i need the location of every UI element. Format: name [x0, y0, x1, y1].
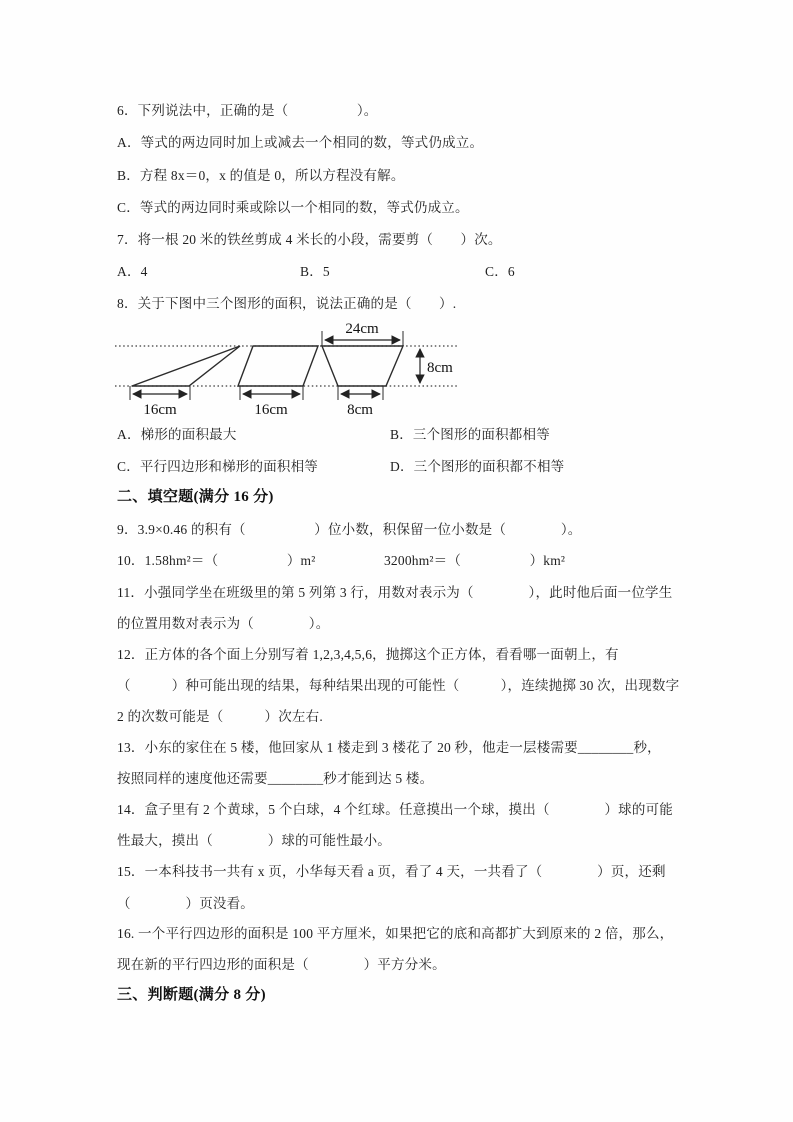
- question-16-line1: 16. 一个平行四边形的面积是 100 平方厘米，如果把它的底和高都扩大到原来的 2 倍，那么，: [117, 926, 674, 941]
- question-12-line1: 12．正方体的各个面上分别写着 1,2,3,4,5,6，抛掷这个正方体，看看哪一面朝上，有: [117, 647, 619, 662]
- question-8-option-b: B．三个图形的面积都相等: [390, 427, 550, 442]
- height-label: 8cm: [427, 360, 453, 376]
- parallelogram-base-label: 16cm: [254, 402, 288, 418]
- question-16-line2: 现在新的平行四边形的面积是（ ）平方分米。: [117, 957, 446, 972]
- question-9-line1: 9．3.9×0.46 的积有（ ）位小数，积保留一位小数是（ ）。: [117, 522, 582, 537]
- question-8-stem: 8．关于下图中三个图形的面积，说法正确的是（ ）.: [117, 296, 457, 311]
- question-11-line2: 的位置用数对表示为（ ）。: [117, 616, 330, 631]
- question-12-line2: （ ）种可能出现的结果，每种结果出现的可能性（ ），连续抛掷 30 次，出现数字: [117, 678, 680, 693]
- question-8-option-a: A．梯形的面积最大: [117, 427, 237, 442]
- question-11-line1: 11．小强同学坐在班级里的第 5 列第 3 行，用数对表示为（ ），此时他后面一位学生: [117, 585, 673, 600]
- trapezoid-top-label: 24cm: [345, 321, 379, 337]
- question-13-line1: 13．小东的家住在 5 楼，他回家从 1 楼走到 3 楼花了 20 秒，他走一层楼需要________秒，: [117, 740, 661, 755]
- question-7-option-b: B．5: [300, 264, 330, 279]
- trapezoid-bottom-label: 8cm: [347, 402, 373, 418]
- triangle-shape: [132, 346, 240, 386]
- section-fill-blank-header: 二、填空题(满分 16 分): [117, 489, 274, 505]
- question-8-figure: [110, 315, 465, 421]
- question-12-line3: 2 的次数可能是（ ）次左右.: [117, 709, 323, 724]
- question-7-option-a: A．4: [117, 264, 148, 279]
- trapezoid-shape: [322, 346, 403, 386]
- question-15-line1: 15．一本科技书一共有 x 页，小华每天看 a 页，看了 4 天，一共看了（ ）页，还剩: [117, 864, 666, 879]
- parallelogram-shape: [238, 346, 318, 386]
- question-6-option-a: A．等式的两边同时加上或减去一个相同的数，等式仍成立。: [117, 135, 484, 150]
- section-judge-header: 三、判断题(满分 8 分): [117, 987, 266, 1003]
- question-13-line2: 按照同样的速度他还需要________秒才能到达 5 楼。: [117, 771, 434, 786]
- question-14-line2: 性最大，摸出（ ）球的可能性最小。: [117, 833, 391, 848]
- question-6-option-c: C．等式的两边同时乘或除以一个相同的数，等式仍成立。: [117, 200, 469, 215]
- question-10-line1: 10．1.58hm²＝（ ）m² 3200hm²＝（ ）km²: [117, 553, 566, 568]
- question-8-option-c: C．平行四边形和梯形的面积相等: [117, 459, 319, 474]
- question-7-stem: 7．将一根 20 米的铁丝剪成 4 米长的小段，需要剪（ ）次。: [117, 232, 502, 247]
- question-15-line2: （ ）页没看。: [117, 896, 254, 911]
- question-14-line1: 14．盒子里有 2 个黄球，5 个白球，4 个红球。任意摸出一个球，摸出（ ）球的可能: [117, 802, 673, 817]
- question-8-option-d: D．三个图形的面积都不相等: [390, 459, 565, 474]
- question-6-stem: 6．下列说法中，正确的是（ ）。: [117, 103, 378, 118]
- triangle-base-label: 16cm: [143, 402, 177, 418]
- question-7-option-c: C．6: [485, 264, 515, 279]
- question-6-option-b: B．方程 8x＝0，x 的值是 0，所以方程没有解。: [117, 168, 405, 183]
